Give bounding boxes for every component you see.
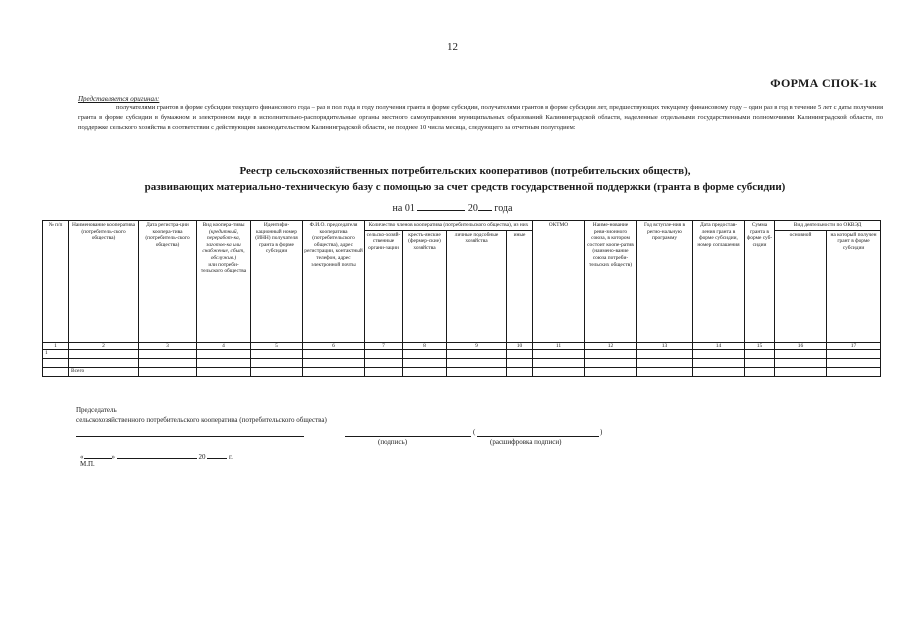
table-cell xyxy=(637,350,693,359)
intro-text: получателями грантов в форме субсидии текущего финансового года – раз в пол года в году получения гранта в форме субсидии, получателями грантов в форме субсидии лет, предшествующих текущему финансовому году – один раз в год в течение 5 лет с даты получения гранта в форме субсидии в бумажном и электронном виде в исполнительно-распорядительные органы местного самоуправления муниципальных образований Калининградской области, наделенные отдельными государственными полномочиями Калининградской области, по поддержке сельского хозяйства в соответствии с действующим законодательством Калининградской области, не позднее 10 числа месяца, следующего за отчетным полугодием: xyxy=(78,104,883,131)
date-month-blank xyxy=(417,201,465,211)
total-label: Всего xyxy=(69,368,139,377)
table-cell xyxy=(775,368,827,377)
signature-line xyxy=(345,436,471,437)
date-close-quote: » xyxy=(111,453,115,461)
chairman-organization: сельскохозяйственного потребительского кооператива (потребительского общества) xyxy=(76,416,327,424)
table-cell xyxy=(533,350,585,359)
registry-title-line-2: развивающих материально-техническую базу с помощью за счет средств государственной поддержки (гранта в форме субсидии) xyxy=(144,181,786,193)
table-row xyxy=(43,350,881,359)
date-open-quote: « xyxy=(80,453,84,461)
table-cell xyxy=(693,350,745,359)
day-blank xyxy=(84,451,112,459)
header-members-farm: кресть-янские (фермер-ские) хозяйства xyxy=(403,230,447,342)
header-type xyxy=(197,221,251,343)
header-name: Наименование кооператива (потребитель-ского общества) xyxy=(69,221,139,343)
header-union: Наиме-нование реви-зионного союза, в котором состоит коопе-ратив (наимено-вание союза потреби-тельских обществ) xyxy=(585,221,637,343)
stamp-place: М.П. xyxy=(80,460,95,468)
table-cell xyxy=(303,350,365,359)
column-number: 16 xyxy=(775,342,827,350)
row-number: 1 xyxy=(43,350,69,359)
intro-label: Представляется оригинал: xyxy=(78,95,160,103)
header-okved-grant: на который получен грант в форме субсидии xyxy=(827,230,881,342)
chairman-title: Председатель xyxy=(76,406,117,414)
column-number: 7 xyxy=(365,342,403,350)
column-number: 3 xyxy=(139,342,197,350)
table-cell xyxy=(251,359,303,368)
month-blank xyxy=(117,451,197,459)
table-cell xyxy=(139,359,197,368)
table-cell xyxy=(775,350,827,359)
chairman-caption xyxy=(76,405,327,425)
table-cell xyxy=(447,368,507,377)
table-cell xyxy=(637,368,693,377)
header-type-note: (кредитный, переработ-ка, заготов-ка или снабжение, сбыт, обслужив.) xyxy=(202,228,245,261)
table-cell xyxy=(745,350,775,359)
table-cell xyxy=(303,368,365,377)
header-members-personal: личные подсобные хозяйства xyxy=(447,230,507,342)
table-cell xyxy=(533,368,585,377)
table-cell xyxy=(507,350,533,359)
table-cell xyxy=(365,350,403,359)
position-line xyxy=(76,436,304,437)
column-number: 13 xyxy=(637,342,693,350)
date-prefix: на 01 xyxy=(392,203,415,214)
column-number: 4 xyxy=(197,342,251,350)
header-members-group: Количество членов кооператива (потребительского общества), из них xyxy=(365,221,533,231)
table-cell xyxy=(533,359,585,368)
table-cell xyxy=(827,350,881,359)
date-suffix: г. xyxy=(229,453,233,461)
header-oktmo: ОКТМО xyxy=(533,221,585,343)
header-okved-main: основной xyxy=(775,230,827,342)
date-year-prefix: 20 xyxy=(467,203,478,214)
table-cell xyxy=(637,359,693,368)
table-cell xyxy=(403,350,447,359)
table-cell xyxy=(827,359,881,368)
column-number: 8 xyxy=(403,342,447,350)
table-cell xyxy=(43,368,69,377)
column-number: 5 xyxy=(251,342,303,350)
form-code: ФОРМА СПОК-1к xyxy=(770,76,877,90)
paren-open: ( xyxy=(473,428,476,436)
table-cell xyxy=(447,350,507,359)
header-members-other: иные xyxy=(507,230,533,342)
table-cell xyxy=(69,350,139,359)
header-members-agri: сельско-хозяй-ственные органи-зации xyxy=(365,230,403,342)
table-cell xyxy=(197,368,251,377)
table-cell xyxy=(139,350,197,359)
table-cell xyxy=(507,359,533,368)
table-cell xyxy=(403,359,447,368)
column-number: 10 xyxy=(507,342,533,350)
registry-table xyxy=(42,220,881,377)
year-blank xyxy=(207,451,227,459)
registry-title xyxy=(60,163,870,195)
table-cell xyxy=(693,359,745,368)
table-cell xyxy=(365,359,403,368)
signing-date xyxy=(80,451,233,461)
header-type-main: Вид коопера-тивы xyxy=(202,222,245,228)
table-cell xyxy=(585,368,637,377)
header-chairman: Ф.И.О. председателя кооператива (потребительского общества), адрес регистрации, контактный телефон, адрес электронной почты xyxy=(303,221,365,343)
table-cell xyxy=(403,368,447,377)
column-number: 15 xyxy=(745,342,775,350)
date-year-blank xyxy=(478,201,492,211)
column-number: 11 xyxy=(533,342,585,350)
date-suffix: года xyxy=(494,203,513,214)
header-okved-group: Вид деятельности по ОКВЭД xyxy=(775,221,881,231)
paren-close: ) xyxy=(600,428,603,436)
table-cell xyxy=(585,359,637,368)
table-cell xyxy=(447,359,507,368)
table-cell xyxy=(197,359,251,368)
table-cell xyxy=(745,359,775,368)
table-cell xyxy=(775,359,827,368)
decoding-caption: (расшифровка подписи) xyxy=(490,438,562,446)
header-type-note-2: или потреби-тельского общества xyxy=(200,261,247,275)
header-num: № п/п xyxy=(43,221,69,343)
table-cell xyxy=(69,359,139,368)
table-cell xyxy=(303,359,365,368)
header-inn: Идентифи-кационный номер (ИНН) получателя гранта в форме субсидии xyxy=(251,221,303,343)
header-reg-date: Дата регистра-ции коопера-тива (потребитель-ского общества) xyxy=(139,221,197,343)
table-cell xyxy=(365,368,403,377)
page-number: 12 xyxy=(447,41,458,53)
table-cell xyxy=(251,350,303,359)
decoding-line xyxy=(477,436,599,437)
column-number: 2 xyxy=(69,342,139,350)
table-cell xyxy=(139,368,197,377)
table-cell xyxy=(745,368,775,377)
column-number: 6 xyxy=(303,342,365,350)
date-year: 20 xyxy=(198,453,206,461)
column-number: 12 xyxy=(585,342,637,350)
column-numbers-row xyxy=(43,342,881,350)
signature-caption: (подпись) xyxy=(378,438,408,446)
table-cell xyxy=(251,368,303,377)
column-number: 14 xyxy=(693,342,745,350)
header-grant-sum: Сумма гранта в форме суб-сидии xyxy=(745,221,775,343)
table-cell xyxy=(43,359,69,368)
table-cell xyxy=(585,350,637,359)
table-row xyxy=(43,359,881,368)
table-cell xyxy=(827,368,881,377)
column-number: 1 xyxy=(43,342,69,350)
header-grant-date: Дата предостав-ления гранта в форме субсидии, номер соглашения xyxy=(693,221,745,343)
column-number: 17 xyxy=(827,342,881,350)
registry-title-line-1: Реестр сельскохозяйственных потребительских кооперативов (потребительских обществ), xyxy=(239,165,691,177)
table-header-row-1 xyxy=(43,221,881,231)
total-row xyxy=(43,368,881,377)
report-date-line xyxy=(0,201,905,214)
header-program-year: Год вступле-ния в регио-нальную программу xyxy=(637,221,693,343)
table-cell xyxy=(693,368,745,377)
table-cell xyxy=(507,368,533,377)
table-cell xyxy=(197,350,251,359)
column-number: 9 xyxy=(447,342,507,350)
